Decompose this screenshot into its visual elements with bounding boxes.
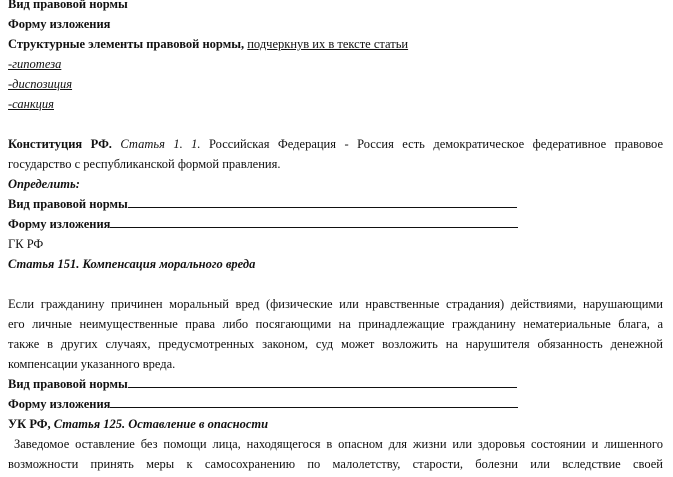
civil-code-text-line: Если гражданину причинен моральный вред (физические или нравственные страдания) действиями, нарушающими <box>8 297 663 311</box>
civil-code-source: ГК РФ <box>8 237 44 251</box>
form-of-statement-label: Форму изложения <box>8 17 111 31</box>
civil-code-text-line: компенсации указанного вреда. <box>8 357 176 371</box>
constitution-article-line-1 <box>8 134 663 154</box>
criminal-code-source: УК РФ, <box>8 417 51 431</box>
constitution-text-2: государство с республиканской формой правления. <box>8 157 281 171</box>
element-item-hypothesis: -гипотеза <box>8 57 62 71</box>
criminal-code-text-line: Заведомое оставление без помощи лица, находящегося в опасном для жизни или здоровья состоянии и лишенного <box>14 437 663 451</box>
form-of-statement-answer-1: Форму изложения <box>8 214 518 234</box>
civil-code-article-title: Статья 151. Компенсация морального вреда <box>8 257 256 271</box>
answer-blank[interactable] <box>110 215 518 228</box>
element-item-disposition: -диспозиция <box>8 77 73 91</box>
criminal-code-text-line: возможности принять меры к самосохранению по малолетству, старости, болезни или вследствие своей <box>8 457 663 471</box>
civil-code-text-line: также в других случаях, предусмотренных законом, суд может возложить на нарушителя обязанность денежной <box>8 337 663 351</box>
constitution-article: Статья 1. 1. <box>120 137 201 151</box>
answer-blank[interactable] <box>110 395 518 408</box>
answer-blank[interactable] <box>128 375 517 388</box>
criminal-code-heading <box>8 414 268 434</box>
structural-elements-line <box>8 34 408 54</box>
civil-code-text-line: его личные неимущественные права либо посягающими на принадлежащие гражданину нематериальные блага, а <box>8 317 663 331</box>
answer-blank[interactable] <box>128 195 517 208</box>
kind-of-norm-label: Вид правовой нормы <box>8 0 128 11</box>
constitution-text-1: Российская Федерация - Россия есть демократическое федеративное правовое <box>209 137 663 151</box>
determine-label: Определить: <box>8 177 80 191</box>
constitution-source: Конституция РФ. <box>8 137 112 151</box>
criminal-code-article-title: Статья 125. Оставление в опасности <box>53 417 269 431</box>
structural-elements-note: подчеркнув их в тексте статьи <box>247 37 409 51</box>
form-of-statement-answer-2: Форму изложения <box>8 394 518 414</box>
kind-of-norm-answer-1: Вид правовой нормы <box>8 194 517 214</box>
element-item-sanction: -санкция <box>8 97 54 111</box>
structural-elements-label: Структурные элементы правовой нормы, <box>8 37 245 51</box>
kind-of-norm-answer-2: Вид правовой нормы <box>8 374 517 394</box>
